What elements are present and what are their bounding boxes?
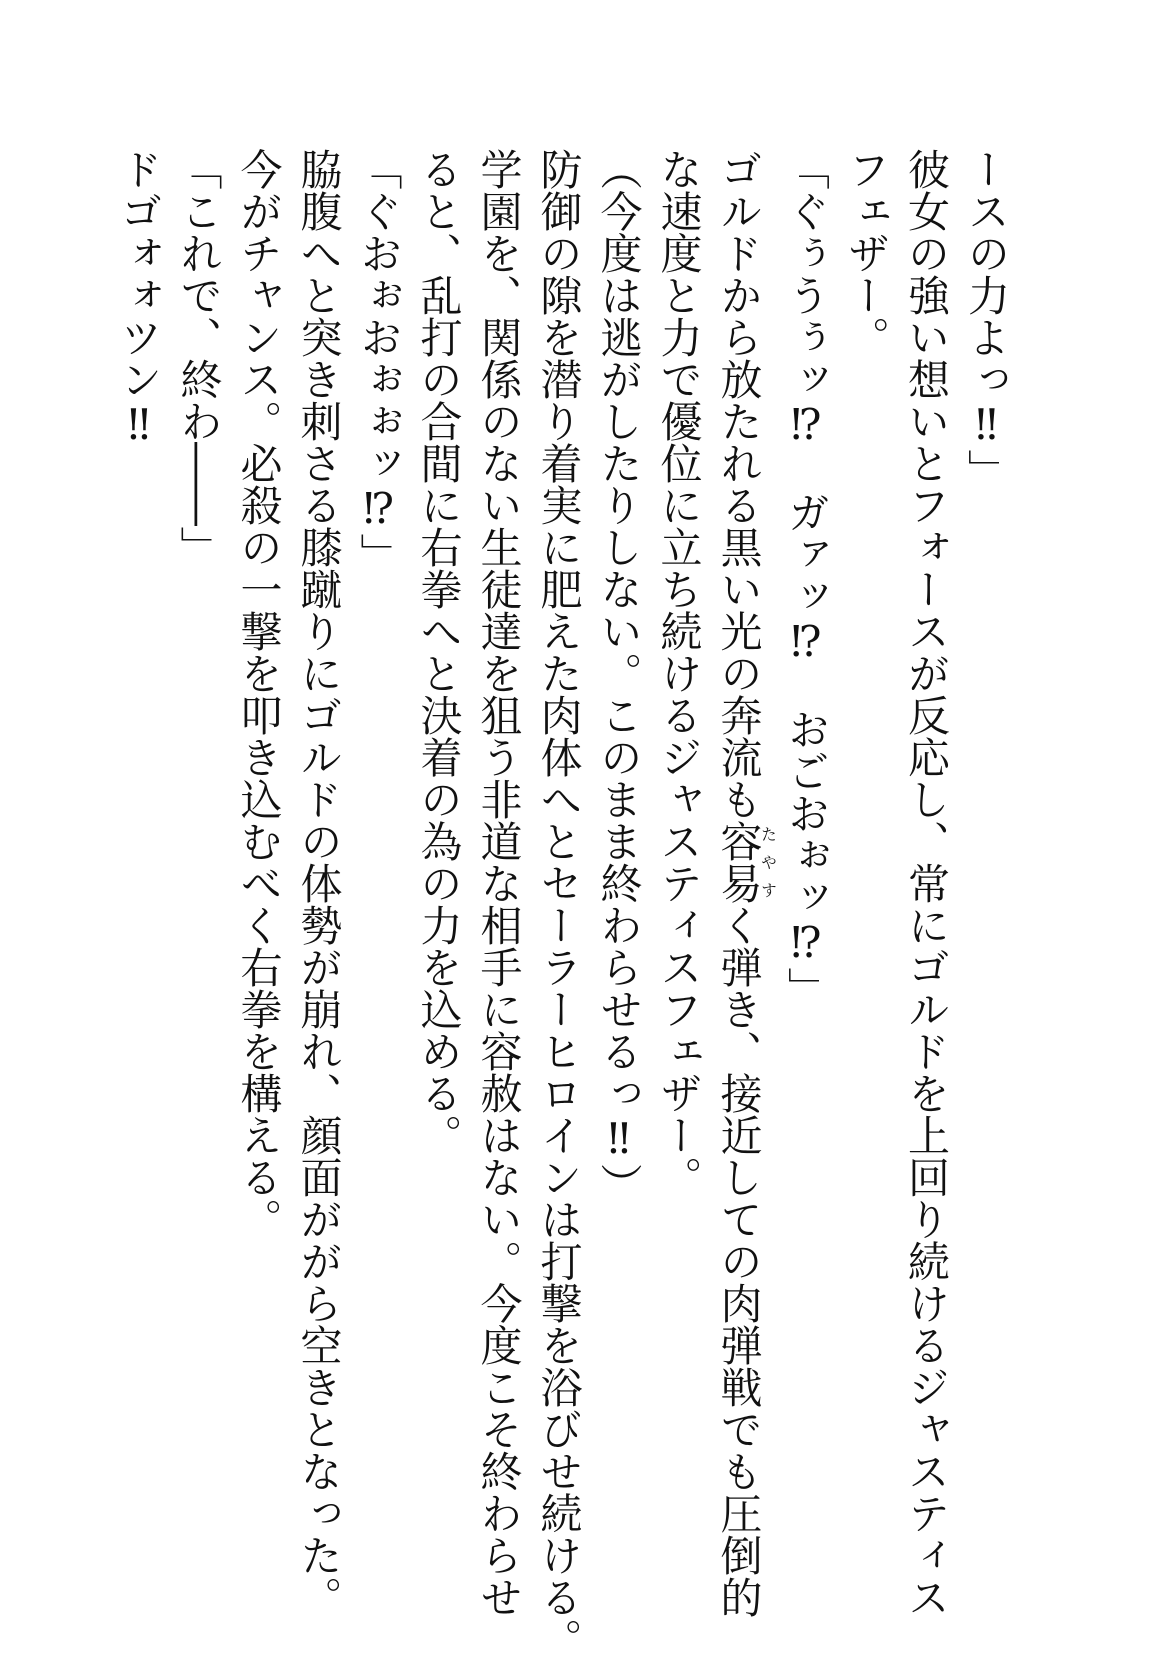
ruby-annotation: 容易たやす xyxy=(714,820,778,904)
text-line: 彼女の強い想いとフォースが反応し、常にゴルドを上回り続けるジャスティス xyxy=(902,148,951,1618)
text-line: 学園を、関係のない生徒達を狙う非道な相手に容赦はない。今度こそ終わらせ xyxy=(474,148,524,1618)
text-line: 今がチャンス。必殺の一撃を叩き込むべく右拳を構える。 xyxy=(234,148,284,1240)
text-segment: ゴルドから放たれる黒い光の奔流も xyxy=(714,148,764,820)
text-line: ると、乱打の合間に右拳へと決着の為の力を込める。 xyxy=(414,148,464,1156)
text-line: な速度と力で優位に立ち続けるジャスティスフェザー。 xyxy=(654,148,704,1198)
text-line: 「これで、終わ――」 xyxy=(174,148,224,568)
text-line: 「ぐぅうぅッ⁉ ガァッ⁉ おごおぉッ⁉」 xyxy=(782,148,831,1009)
text-segment: く弾き、接近しての肉弾戦でも圧倒的 xyxy=(714,904,764,1618)
text-line: ドゴォォツン‼ xyxy=(114,148,164,449)
vertical-text-body xyxy=(109,148,1017,1660)
ruby-reading: たやす xyxy=(758,820,778,904)
text-line: ースの力よっ‼」 xyxy=(962,148,1011,491)
text-line: フェザー。 xyxy=(842,148,891,358)
text-line: 防御の隙を潜り着実に肥えた肉体へとセーラーヒロインは打撃を浴びせ続ける。 xyxy=(534,148,584,1660)
text-line-with-ruby xyxy=(709,148,778,1618)
text-line: 脇腹へと突き刺さる膝蹴りにゴルドの体勢が崩れ、顔面ががら空きとなった。 xyxy=(294,148,344,1618)
text-line: 「ぐおぉおぉぉッ⁉」 xyxy=(354,148,404,575)
text-line: （今度は逃がしたりしない。このまま終わらせるっ‼） xyxy=(594,148,644,1205)
